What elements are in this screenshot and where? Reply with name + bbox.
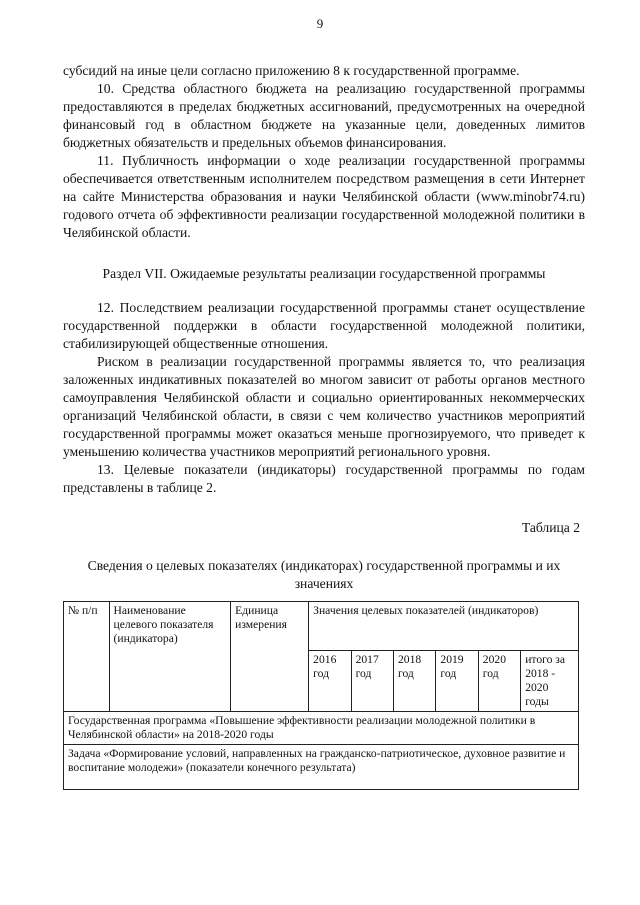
- header-total: итого за 2018 - 2020 годы: [521, 651, 579, 712]
- header-year-2016: 2016 год: [309, 651, 351, 712]
- header-year-2020: 2020 год: [478, 651, 520, 712]
- header-year-2019: 2019 год: [436, 651, 478, 712]
- paragraph-item-13: 13. Целевые показатели (индикаторы) государственной программы по годам представлены в таблице 2.: [63, 462, 585, 495]
- task-row: Задача «Формирование условий, направленных на гражданско-патриотическое, духовное развитие и воспитание молодежи» (показатели конечного результата): [64, 745, 579, 790]
- continuation-paragraph: субсидий на иные цели согласно приложению 8 к государственной программе.: [63, 63, 520, 78]
- paragraph-item-11: 11. Публичность информации о ходе реализации государственной программы обеспечивается ответственным исполнителем посредством размещения в сети Интернет на сайте Министерства образования и науки Челябинской области (www.minobr74.ru) годового отчета об эффективности реализации государственной молодежной политики в Челябинской области.: [63, 153, 585, 240]
- program-row: Государственная программа «Повышение эффективности реализации молодежной политики в Челябинской области» на 2018-2020 годы: [64, 712, 579, 745]
- section-paragraphs: [63, 299, 585, 497]
- table-row: [64, 712, 579, 745]
- header-unit: Единица измерения: [231, 602, 309, 712]
- paragraph-item-12: 12. Последствием реализации государственной программы станет осуществление государственной поддержки в области государственной молодежной политики, стабилизирующей общественные отношения.: [63, 300, 585, 351]
- indicators-table: [63, 601, 579, 790]
- table-header-row: [64, 602, 579, 651]
- header-num: № п/п: [64, 602, 110, 712]
- intro-paragraphs: [63, 62, 585, 242]
- header-values-group: Значения целевых показателей (индикаторов): [309, 602, 579, 651]
- header-name: Наименование целевого показателя (индикатора): [109, 602, 231, 712]
- header-year-2018: 2018 год: [393, 651, 435, 712]
- page-number: 9: [316, 16, 324, 31]
- paragraph-item-10: 10. Средства областного бюджета на реализацию государственной программы предоставляются в пределах бюджетных ассигнований, предусмотренных на очередной финансовый год в областном бюджете на указанные цели, доведенных лимитов бюджетных обязательств и предельных объемов финансирования.: [63, 81, 585, 150]
- table-caption: Сведения о целевых показателях (индикаторах) государственной программы и их значениях: [87, 558, 561, 591]
- table-row: [64, 745, 579, 790]
- table-label: Таблица 2: [521, 520, 580, 535]
- paragraph-risk: Риском в реализации государственной программы является то, что реализация заложенных индикативных показателей во многом зависит от работы органов местного самоуправления Челябинской области и социально ориентированных некоммерческих организаций Челябинской области, в связи с чем количество участников мероприятий государственной программы может оказаться меньше прогнозируемого, что приведет к уменьшению количества участников мероприятий регионального уровня.: [63, 354, 585, 459]
- header-year-2017: 2017 год: [351, 651, 393, 712]
- section-heading: Раздел VII. Ожидаемые результаты реализации государственной программы: [102, 266, 546, 281]
